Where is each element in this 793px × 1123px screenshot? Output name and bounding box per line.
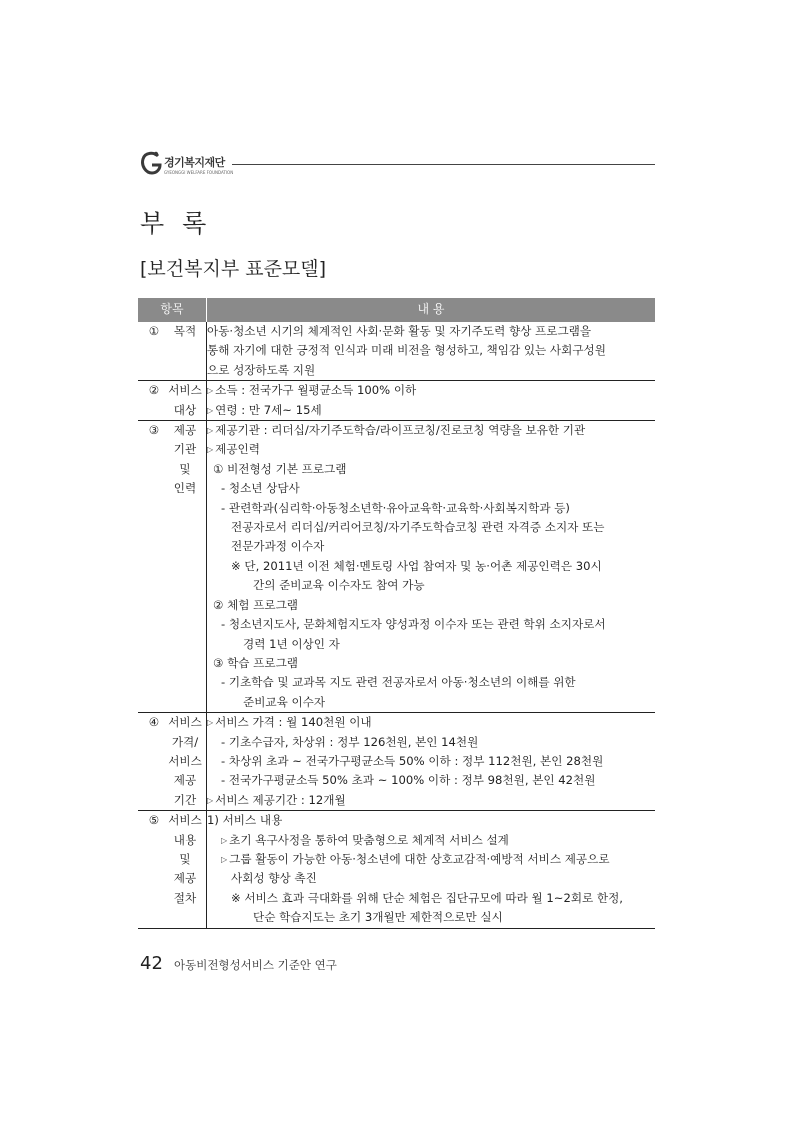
row-item-cell bbox=[138, 381, 207, 421]
triangle-bullet-icon: ▷ bbox=[221, 835, 228, 845]
row-label bbox=[164, 811, 206, 908]
triangle-bullet-icon: ▷ bbox=[207, 405, 214, 415]
row-label-line: 내용 bbox=[173, 832, 197, 847]
content-line bbox=[207, 322, 655, 341]
content-line bbox=[207, 421, 655, 440]
row-label-line: 및 bbox=[179, 461, 191, 476]
header-rule bbox=[232, 164, 655, 165]
row-item-cell bbox=[138, 811, 207, 928]
triangle-bullet-icon: ▷ bbox=[207, 445, 214, 455]
content-line-text: 으로 성장하도록 지원 bbox=[207, 362, 316, 377]
content-line-text: - 차상위 초과 ~ 전국가구평균소득 50% 이하 : 정부 112천원, 본인 28천원 bbox=[221, 753, 604, 768]
row-label-line: 제공 bbox=[173, 423, 197, 438]
table-row bbox=[138, 421, 655, 713]
row-label-line: 제공 bbox=[173, 773, 197, 788]
content-line-text: 연령 : 만 7세~ 15세 bbox=[215, 402, 322, 417]
content-line bbox=[207, 831, 655, 850]
row-item-cell bbox=[138, 322, 207, 381]
foundation-logo-icon bbox=[140, 150, 162, 176]
table-header-row bbox=[138, 298, 655, 322]
row-label bbox=[164, 713, 206, 810]
table-row bbox=[138, 381, 655, 421]
content-line bbox=[207, 771, 655, 790]
header-content: 내 용 bbox=[207, 298, 656, 322]
row-label-line: 목적 bbox=[173, 324, 197, 338]
row-number: ② bbox=[148, 383, 160, 398]
row-item-cell bbox=[138, 713, 207, 811]
content-line-text: 통해 자기에 대한 긍정적 인식과 미래 비전을 형성하고, 책임감 있는 사회구성원 bbox=[207, 343, 606, 358]
content-line-text: - 전국가구평균소득 50% 초과 ~ 100% 이하 : 정부 98천원, 본인 42천원 bbox=[221, 773, 596, 788]
row-label-line: 기관 bbox=[173, 442, 197, 457]
content-line bbox=[207, 869, 655, 888]
table-row bbox=[138, 713, 655, 811]
content-line-text: 간의 준비교육 이수자도 참여 가능 bbox=[253, 578, 425, 593]
row-label-line: 절차 bbox=[173, 890, 197, 905]
section-title: [보건복지부 표준모델] bbox=[140, 258, 327, 280]
row-item-cell bbox=[138, 421, 207, 713]
content-line-text: 단순 학습지도는 초기 3개월만 제한적으로만 실시 bbox=[253, 910, 503, 925]
content-line-text: 준비교육 이수자 bbox=[243, 694, 326, 709]
content-line bbox=[207, 381, 655, 400]
row-content-cell bbox=[207, 421, 656, 713]
row-label-line: 제공 bbox=[173, 871, 197, 886]
content-line bbox=[207, 693, 655, 712]
content-line-text: ※ 서비스 효과 극대화를 위해 단순 체험은 집단규모에 따라 월 1~2회로 한정, bbox=[231, 890, 623, 905]
row-label bbox=[164, 421, 206, 499]
content-line-text: 그룹 활동이 가능한 아동·청소년에 대한 상호교감적·예방적 서비스 제공으로 bbox=[229, 851, 610, 866]
header-item: 항목 bbox=[138, 298, 207, 322]
content-line-text: ② 체험 프로그램 bbox=[213, 597, 298, 612]
content-line-text: - 청소년지도사, 문화체험지도자 양성과정 이수자 또는 관련 학위 소지자로서 bbox=[221, 617, 606, 632]
content-line-text: 사회성 향상 촉진 bbox=[231, 871, 317, 886]
triangle-bullet-icon: ▷ bbox=[221, 854, 228, 864]
content-line bbox=[207, 460, 655, 479]
org-tagline: GYEONGGI WELFARE FOUNDATION bbox=[164, 170, 234, 175]
content-line-text: 전공자로서 리더십/커리어코칭/자기주도학습코칭 관련 자격증 소지자 또는 bbox=[231, 520, 605, 535]
content-line bbox=[207, 635, 655, 654]
content-line bbox=[207, 615, 655, 634]
content-line-text: 1) 서비스 내용 bbox=[207, 813, 283, 828]
content-line-text: - 청소년 상담사 bbox=[221, 481, 300, 496]
row-label-line: 서비스 bbox=[168, 753, 202, 768]
row-label-line: 대상 bbox=[173, 402, 197, 417]
table-body bbox=[138, 322, 655, 928]
content-line-text: - 기초학습 및 교과목 지도 관련 전공자로서 아동·청소년의 이해를 위한 bbox=[221, 675, 576, 690]
content-line-text: - 기초수급자, 차상위 : 정부 126천원, 본인 14천원 bbox=[221, 734, 479, 749]
appendix-title: 부 록 bbox=[140, 209, 212, 238]
row-label bbox=[164, 322, 206, 341]
content-line bbox=[207, 791, 655, 810]
page-number: 42 bbox=[140, 953, 163, 974]
content-line bbox=[207, 908, 655, 927]
content-line-text: ※ 단, 2011년 이전 체험·멘토링 사업 참여자 및 농·어촌 제공인력은 30시 bbox=[231, 558, 602, 573]
content-line-text: 아동·청소년 시기의 체계적인 사회·문화 활동 및 자기주도력 향상 프로그램을 bbox=[207, 324, 592, 338]
content-line bbox=[207, 479, 655, 498]
page-header bbox=[140, 148, 655, 182]
row-label-line: 및 bbox=[179, 851, 191, 866]
content-line-text: 서비스 제공기간 : 12개월 bbox=[215, 792, 346, 807]
row-label-line: 가격/ bbox=[171, 734, 199, 749]
row-label-line: 인력 bbox=[173, 481, 197, 496]
triangle-bullet-icon: ▷ bbox=[207, 718, 214, 728]
row-number: ⑤ bbox=[148, 813, 160, 828]
content-line-text: 서비스 가격 : 월 140천원 이내 bbox=[215, 715, 372, 730]
row-content-cell bbox=[207, 381, 656, 421]
row-number: ④ bbox=[148, 715, 160, 730]
content-line-text: 전문가과정 이수자 bbox=[231, 539, 325, 554]
row-number: ① bbox=[148, 324, 160, 338]
content-line bbox=[207, 752, 655, 771]
content-line-text: 제공인력 bbox=[215, 442, 260, 457]
content-line bbox=[207, 401, 655, 420]
triangle-bullet-icon: ▷ bbox=[207, 795, 214, 805]
row-label bbox=[164, 381, 206, 420]
table-row bbox=[138, 811, 655, 928]
content-line bbox=[207, 733, 655, 752]
content-line bbox=[207, 713, 655, 732]
content-line bbox=[207, 654, 655, 673]
content-line bbox=[207, 361, 655, 380]
row-content-cell bbox=[207, 713, 656, 811]
row-content-cell bbox=[207, 322, 656, 381]
row-number: ③ bbox=[148, 423, 160, 438]
org-name: 경기복지재단 bbox=[164, 156, 225, 169]
row-content-cell bbox=[207, 811, 656, 928]
content-line bbox=[207, 596, 655, 615]
triangle-bullet-icon: ▷ bbox=[207, 386, 214, 396]
content-line bbox=[207, 537, 655, 556]
content-line-text: 제공기관 : 리더십/자기주도학습/라이프코칭/진로코칭 역량을 보유한 기관 bbox=[215, 423, 586, 438]
content-line-text: 경력 1년 이상인 자 bbox=[243, 636, 340, 651]
content-line bbox=[207, 673, 655, 692]
content-line bbox=[207, 499, 655, 518]
content-line bbox=[207, 576, 655, 595]
content-line-text: ① 비전형성 기본 프로그램 bbox=[213, 461, 347, 476]
content-line bbox=[207, 811, 655, 830]
standard-model-table bbox=[138, 298, 655, 929]
content-line bbox=[207, 557, 655, 576]
triangle-bullet-icon: ▷ bbox=[207, 426, 214, 436]
content-line bbox=[207, 341, 655, 360]
content-line bbox=[207, 440, 655, 459]
row-label-line: 서비스 bbox=[168, 813, 202, 828]
content-line-text: 소득 : 전국가구 월평균소득 100% 이하 bbox=[215, 383, 417, 398]
content-line-text: - 관련학과(심리학·아동청소년학·유아교육학·교육학·사회복지학과 등) bbox=[221, 500, 570, 515]
row-label-line: 서비스 bbox=[168, 383, 202, 398]
content-line bbox=[207, 889, 655, 908]
page-footer bbox=[140, 953, 337, 974]
footer-doc-title: 아동비전형성서비스 기준안 연구 bbox=[174, 958, 337, 972]
row-label-line: 서비스 bbox=[168, 715, 202, 730]
content-line bbox=[207, 518, 655, 537]
content-line-text: ③ 학습 프로그램 bbox=[213, 655, 298, 670]
table-row bbox=[138, 322, 655, 381]
content-line-text: 초기 욕구사정을 통하여 맞춤형으로 체계적 서비스 설계 bbox=[229, 832, 509, 847]
content-line bbox=[207, 850, 655, 869]
row-label-line: 기간 bbox=[173, 792, 197, 807]
